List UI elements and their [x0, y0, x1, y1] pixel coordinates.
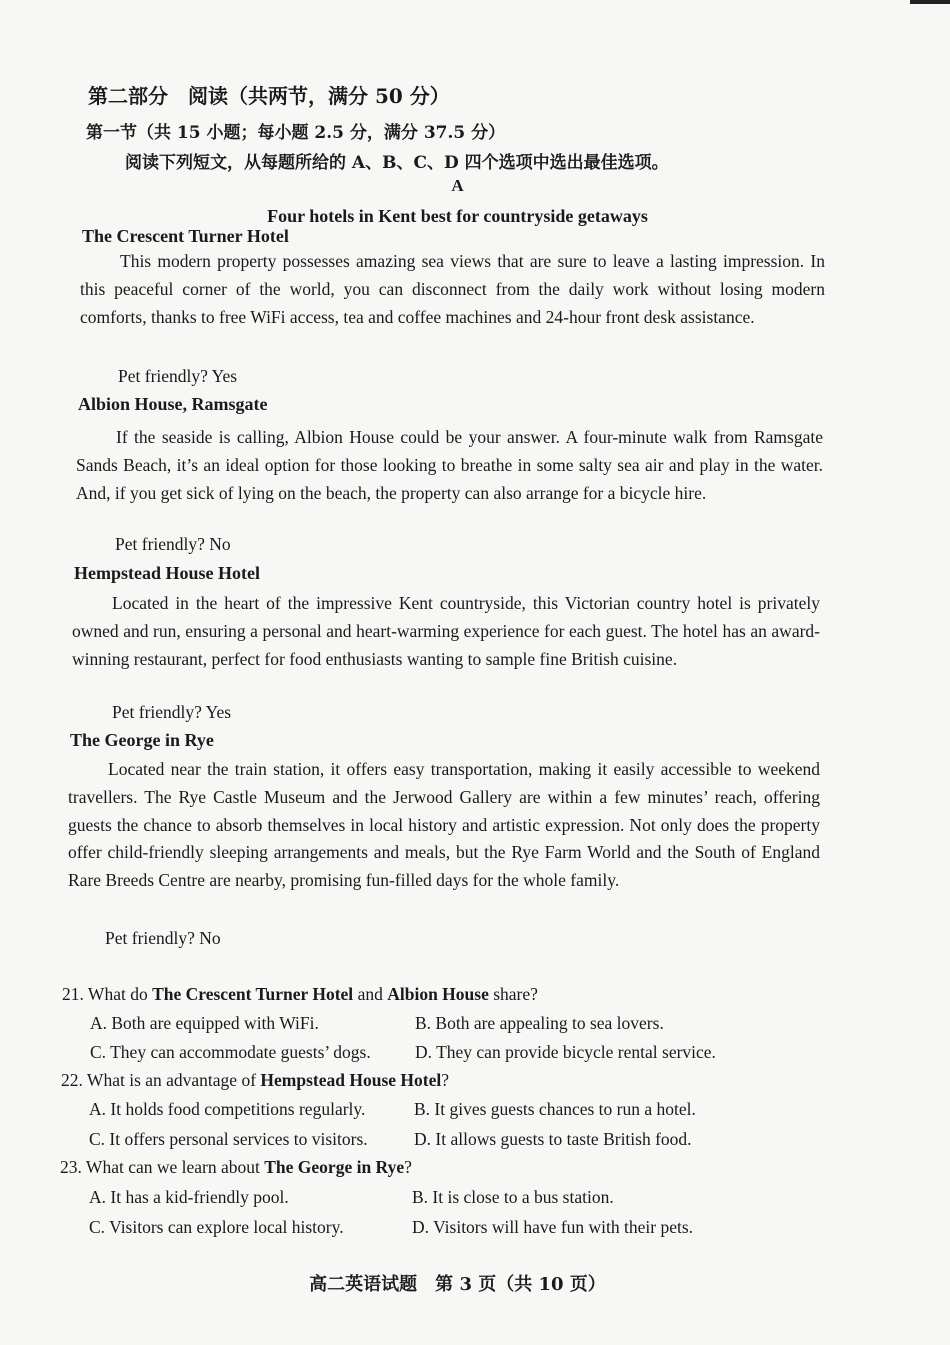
option-c: C. Visitors can explore local history. [89, 1217, 344, 1237]
hotel-heading: Albion House, Ramsgate [78, 394, 268, 414]
instructions: 阅读下列短文，从每题所给的 A、B、C、D 四个选项中选出最佳选项。 [125, 153, 669, 173]
hotel-heading: The George in Rye [70, 730, 214, 750]
scan-edge-mark [910, 0, 950, 4]
pet-friendly-note: Pet friendly? No [115, 534, 231, 554]
question-22 [61, 1070, 449, 1091]
hotel-heading: The Crescent Turner Hotel [82, 226, 289, 246]
hotel-heading: Hempstead House Hotel [74, 563, 260, 583]
option-c: C. It offers personal services to visitors. [89, 1129, 368, 1149]
option-b: B. Both are appealing to sea lovers. [415, 1013, 664, 1033]
page-footer: 高二英语试题 第 3 页（共 10 页） [309, 1274, 606, 1295]
option-a: A. It holds food competitions regularly. [89, 1099, 366, 1119]
question-text: and [353, 984, 388, 1004]
question-text: 23. What can we learn about [60, 1157, 265, 1177]
hotel-description: This modern property possesses amazing sea views that are sure to leave a lasting impression. In this peaceful corner of the world, you can disconnect from the daily work without losing modern comforts, thanks to free WiFi access, tea and coffee machines and 24-hour front desk assistance. [80, 251, 825, 327]
option-c: C. They can accommodate guests’ dogs. [90, 1042, 371, 1062]
hotel-description: If the seaside is calling, Albion House could be your answer. A four-minute walk from Ramsgate Sands Beach, it’s an ideal option for those looking to breathe in some salty sea air and play in the water. And, if you get sick of lying on the beach, the property can also arrange for a bicycle hire. [76, 427, 823, 503]
option-d: D. They can provide bicycle rental service. [415, 1042, 716, 1062]
option-d: D. Visitors will have fun with their pets. [412, 1217, 694, 1237]
section-title: 第一节（共 15 小题；每小题 2.5 分，满分 37.5 分） [86, 123, 506, 143]
option-b: B. It gives guests chances to run a hotel. [414, 1099, 696, 1119]
pet-friendly-note: Pet friendly? Yes [112, 702, 232, 722]
option-b: B. It is close to a bus station. [412, 1187, 614, 1207]
part-title: 第二部分 阅读（共两节，满分 50 分） [88, 84, 450, 108]
option-d: D. It allows guests to taste British food. [414, 1129, 692, 1149]
question-bold: Albion House [387, 984, 489, 1004]
pet-friendly-note: Pet friendly? Yes [118, 366, 238, 386]
question-text: ? [404, 1157, 412, 1177]
question-21 [62, 984, 538, 1005]
question-bold: The George in Rye [264, 1157, 405, 1177]
question-bold: Hempstead House Hotel [260, 1070, 442, 1090]
question-23 [60, 1157, 412, 1178]
passage-label: A [451, 176, 464, 195]
option-a: A. It has a kid-friendly pool. [89, 1187, 289, 1207]
question-text: 22. What is an advantage of [61, 1070, 261, 1090]
question-text: share? [488, 984, 538, 1004]
option-a: A. Both are equipped with WiFi. [90, 1013, 319, 1033]
hotel-description: Located in the heart of the impressive Kent countryside, this Victorian country hotel is privately owned and run, ensuring a personal and heart-warming experience for each guest. The hotel has an award-winning restaurant, perfect for food enthusiasts wanting to sample fine British cuisine. [72, 593, 820, 669]
hotel-description: Located near the train station, it offers easy transportation, making it easily accessible to weekend travellers. The Rye Castle Museum and the Jerwood Gallery are within a few minutes’ reach, offering guests the chance to absorb themselves in local history and artistic expression. Not only does the property offer child-friendly sleeping arrangements and meals, but the Rye Farm World and the South of England Rare Breeds Centre are nearby, promising fun-filled days for the whole family. [68, 759, 820, 891]
question-text: 21. What do [62, 984, 153, 1004]
question-text: ? [441, 1070, 450, 1090]
question-bold: The Crescent Turner Hotel [152, 984, 354, 1004]
pet-friendly-note: Pet friendly? No [105, 928, 221, 948]
passage-title: Four hotels in Kent best for countryside getaways [267, 206, 648, 226]
